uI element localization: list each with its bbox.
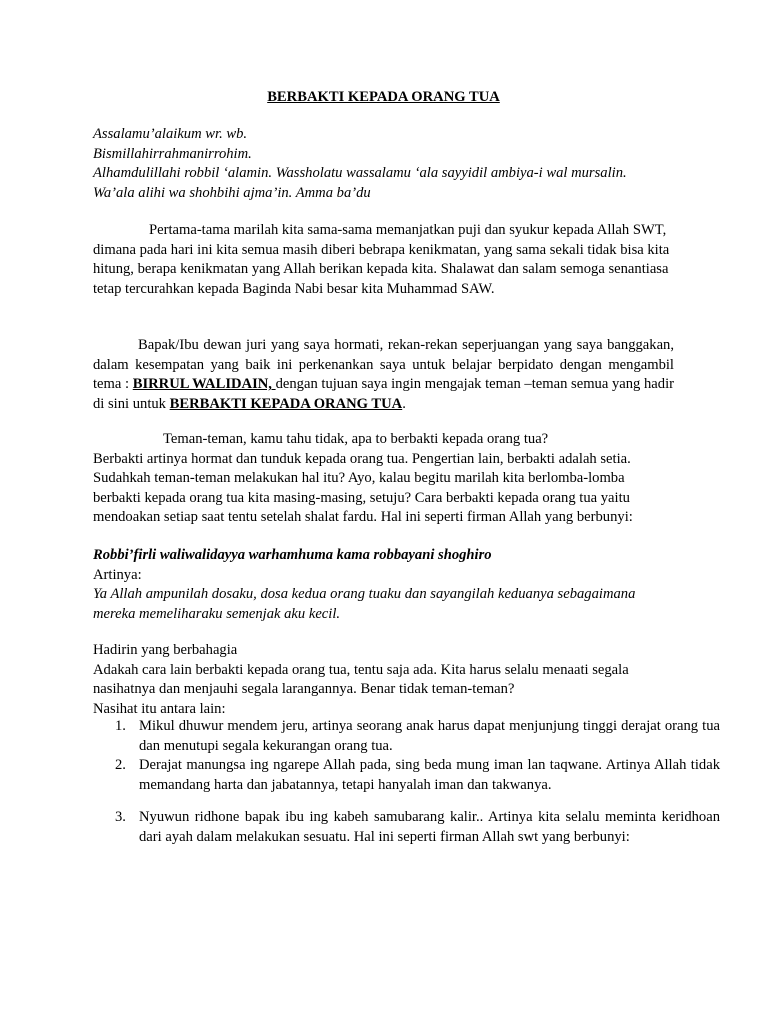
list-item xyxy=(93,717,720,756)
section-intro: Nasihat itu antara lain: xyxy=(93,700,226,717)
list-text: Nyuwun ridhone bapak ibu ing kabeh samubarang kalir.. Artinya kita selalu meminta keridhoan dari ayah dalam melakukan sesuatu. Hal ini seperti firman Allah swt yang berbunyi: xyxy=(139,809,720,845)
topic-text: BERBAKTI KEPADA ORANG TUA xyxy=(169,395,403,412)
paragraph-text: dengan tujuan saya ingin mengajak teman –teman semua yang hadir di sini untuk xyxy=(93,376,674,412)
paragraph-opening xyxy=(93,221,674,299)
paragraph-text: Pertama-tama marilah kita sama-sama memanjatkan puji dan syukur kepada Allah SWT, dimana pada hari ini kita semua masih diberi bebrapa kenikmatan, yang sama sekali tidak bisa kita hitung, berapa kenikmatan yang Allah berikan kepada kita. Shalawat dan salam semoga senantiasa tetap tercurahkan kepada Baginda Nabi besar kita Muhammad SAW. xyxy=(93,222,670,297)
theme-text: BIRRUL WALIDAIN, xyxy=(132,376,276,392)
section-text: Adakah cara lain berbakti kepada orang tua, tentu saja ada. Kita harus selalu menaati segala nasihatnya dan menjauhi segala larangannya. Benar tidak teman-teman? xyxy=(93,661,629,697)
prayer-meaning: Ya Allah ampunilah dosaku, dosa kedua orang tuaku dan sayangilah keduanya sebagaimana mereka memeliharaku semenjak aku kecil. xyxy=(93,586,636,622)
question-line: Teman-teman, kamu tahu tidak, apa to berbakti kepada orang tua? xyxy=(163,431,549,447)
paragraph-text: Berbakti artinya hormat dan tunduk kepada orang tua. Pengertian lain, berbakti adalah setia. Sudahkah teman-teman melakukan hal itu? Ayo, kalau begitu marilah kita berlomba-lomba berbakti kepada orang tua kita masing-masing, setuju? Cara berbakti kepada orang tua yaitu mendoakan setiap saat tentu setelah shalat fardu. Hal ini seperti firman Allah yang berbunyi: xyxy=(93,450,633,525)
list-item xyxy=(93,756,720,795)
greeting-line: Assalamu’alaikum wr. wb. xyxy=(93,126,248,142)
paragraph-question xyxy=(93,430,674,528)
prayer-label: Artinya: xyxy=(93,566,142,583)
section-heading: Hadirin yang berbahagia xyxy=(93,642,238,658)
list-text: Mikul dhuwur mendem jeru, artinya seorang anak harus dapat menjunjung tinggi derajat orang tua dan menutupi segala kekurangan orang tua. xyxy=(139,718,720,754)
prayer-block xyxy=(93,546,674,624)
greeting-line: Bismillahirrahmanirrohim. xyxy=(93,145,252,162)
list-text: Derajat manungsa ing ngarepe Allah pada, sing beda mung iman lan taqwane. Artinya Allah tidak memandang harta dan jabatannya, tetapi hanyalah iman dan takwanya. xyxy=(139,757,720,793)
greeting-line: Alhamdulillahi robbil ‘alamin. Wassholatu wassalamu ‘ala sayyidil ambiya-i wal mursalin. xyxy=(93,165,627,181)
paragraph-theme xyxy=(93,336,674,414)
paragraph-text: Bapak/Ibu dewan juri yang saya hormati, rekan-rekan seperjuangan yang saya banggakan, dalam kesempatan yang baik ini perkenankan saya untuk belajar berpidato dengan mengambil tema : xyxy=(93,337,674,392)
advice-section xyxy=(93,641,674,719)
greeting-block xyxy=(93,125,674,203)
list-item xyxy=(93,808,720,847)
greeting-line: Wa’ala alihi wa shohbihi ajma’in. Amma ba’du xyxy=(93,184,371,201)
list-number: 1. xyxy=(115,718,126,734)
paragraph-end: . xyxy=(402,395,406,412)
list-number: 3. xyxy=(115,809,126,825)
prayer-arabic: Robbi’firli waliwalidayya warhamhuma kama robbayani shoghiro xyxy=(93,547,492,563)
list-number: 2. xyxy=(115,757,126,773)
document-title: BERBAKTI KEPADA ORANG TUA xyxy=(267,89,500,105)
